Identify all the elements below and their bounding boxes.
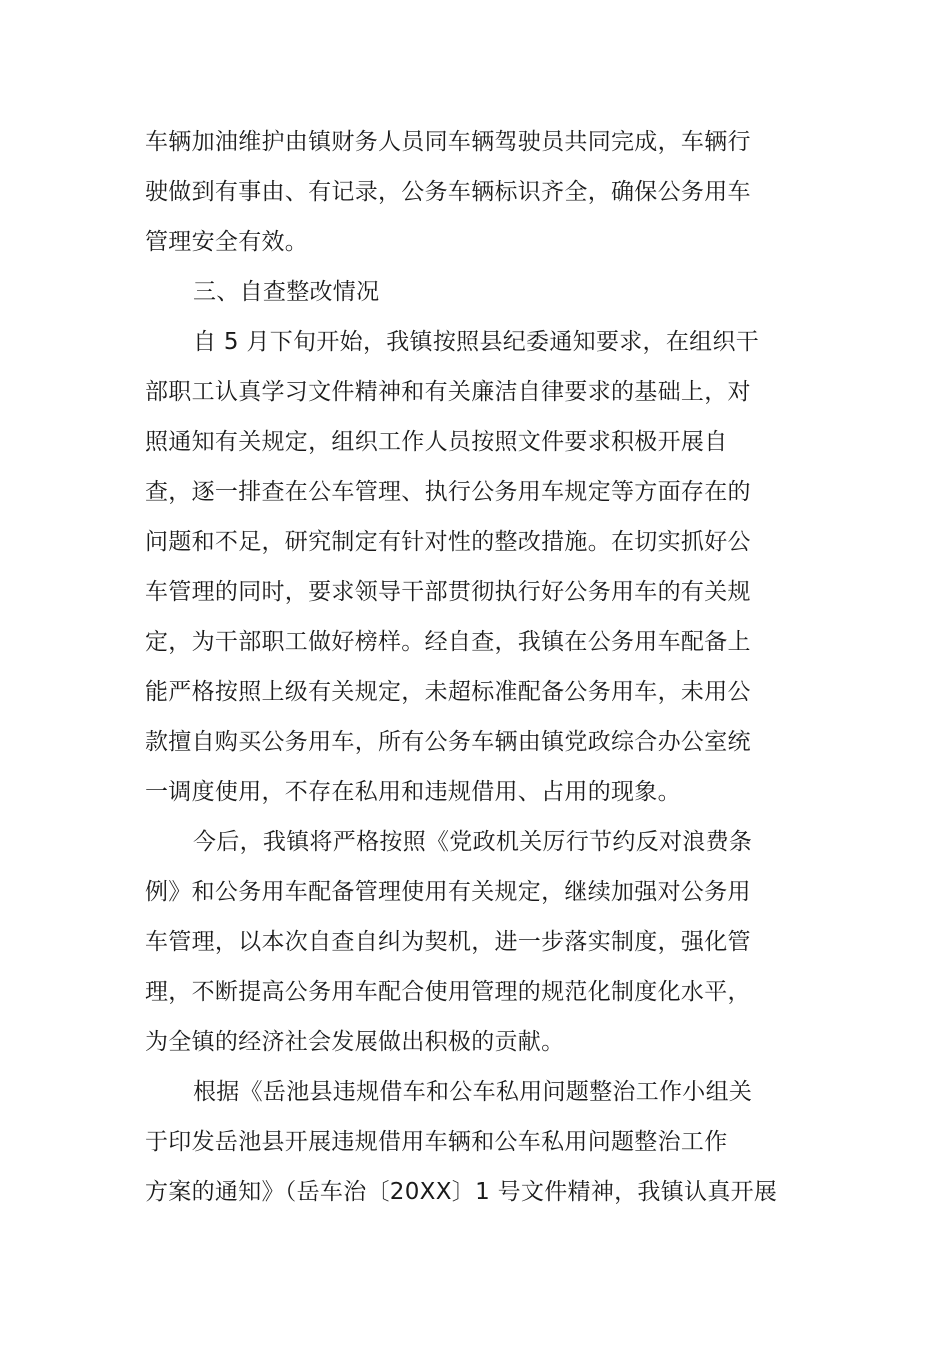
text-line-15: 今后，我镇将严格按照《党政机关厉行节约反对浪费条 (193, 829, 753, 855)
text-line-6: 部职工认真学习文件精神和有关廉洁自律要求的基础上，对 (145, 379, 751, 405)
text-line-2: 驶做到有事由、有记录，公务车辆标识齐全，确保公务用车 (145, 179, 751, 205)
text-line-21: 于印发岳池县开展违规借用车辆和公车私用问题整治工作 (145, 1129, 728, 1155)
text-line-16: 例》和公务用车配备管理使用有关规定，继续加强对公务用 (145, 879, 751, 905)
text-line-11: 定，为干部职工做好榜样。经自查，我镇在公务用车配备上 (145, 629, 751, 655)
text-line-19: 为全镇的经济社会发展做出积极的贡献。 (145, 1029, 565, 1055)
text-line-1: 车辆加油维护由镇财务人员同车辆驾驶员共同完成，车辆行 (145, 129, 751, 155)
text-line-7: 照通知有关规定，组织工作人员按照文件要求积极开展自 (145, 429, 728, 455)
text-line-10: 车管理的同时，要求领导干部贯彻执行好公务用车的有关规 (145, 579, 751, 605)
text-line-9: 问题和不足，研究制定有针对性的整改措施。在切实抓好公 (145, 529, 751, 555)
text-line-22: 方案的通知》（岳车治〔20XX〕1 号文件精神，我镇认真开展 (145, 1179, 778, 1205)
text-line-8: 查，逐一排查在公车管理、执行公务用车规定等方面存在的 (145, 479, 751, 505)
text-line-18: 理，不断提高公务用车配合使用管理的规范化制度化水平， (145, 979, 751, 1005)
text-line-13: 款擅自购买公务用车，所有公务车辆由镇党政综合办公室统 (145, 729, 751, 755)
text-line-5: 自 5 月下旬开始，我镇按照县纪委通知要求，在组织干 (193, 329, 760, 355)
text-line-12: 能严格按照上级有关规定，未超标准配备公务用车，未用公 (145, 679, 751, 705)
text-line-3: 管理安全有效。 (145, 229, 309, 255)
text-line-14: 一调度使用，不存在私用和违规借用、占用的现象。 (145, 779, 681, 805)
text-line-20: 根据《岳池县违规借车和公车私用问题整治工作小组关 (193, 1079, 753, 1105)
text-line-17: 车管理，以本次自查自纠为契机，进一步落实制度，强化管 (145, 929, 751, 955)
section-heading: 三、自查整改情况 (193, 279, 380, 305)
